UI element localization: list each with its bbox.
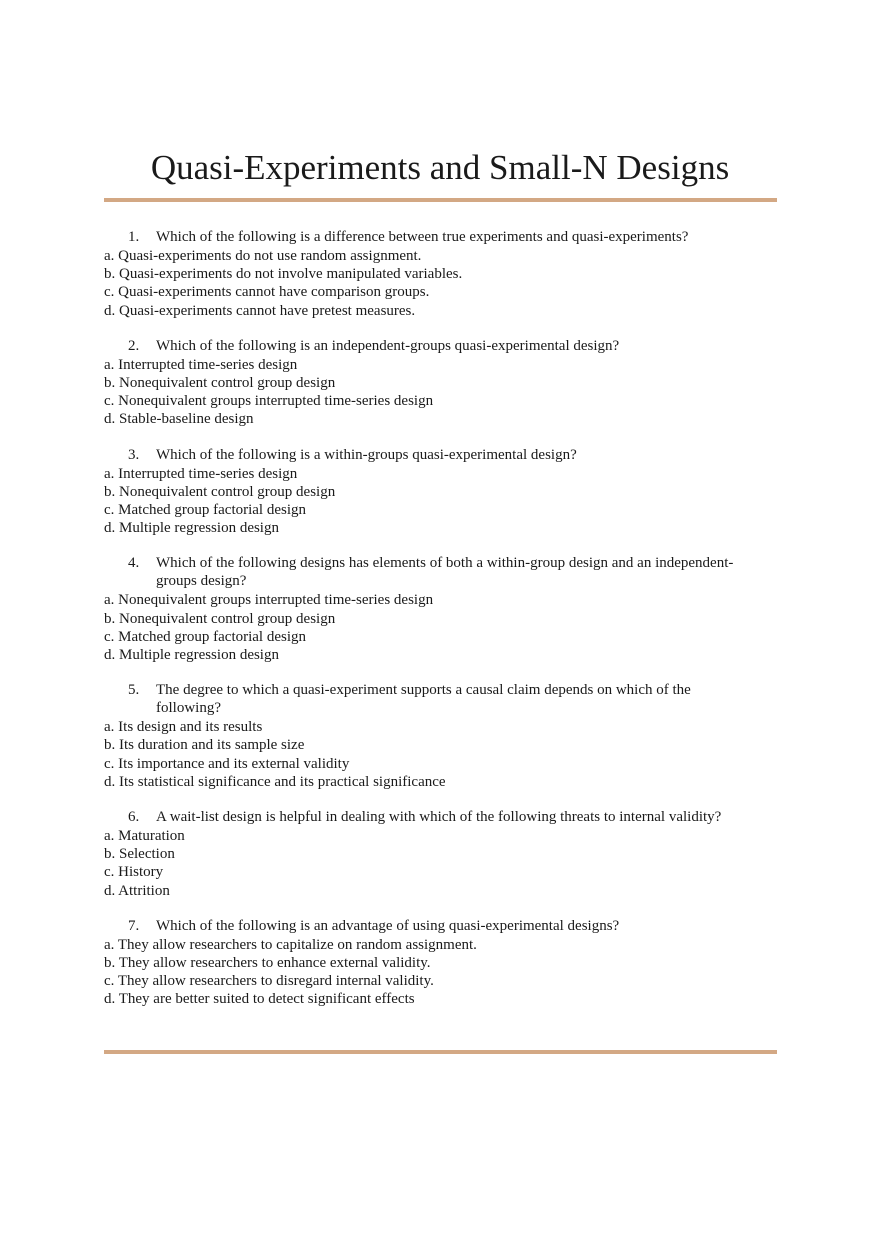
question-text: Which of the following designs has elements of both a within-group design and an independent-groups design? — [156, 555, 734, 590]
question-stem — [104, 337, 744, 355]
question-number: 1. — [128, 229, 140, 245]
question-number: 2. — [128, 337, 140, 354]
answer-option: a. Interrupted time-series design — [104, 465, 298, 482]
answer-option: a. Interrupted time-series design — [104, 356, 298, 373]
page-title: Quasi-Experiments and Small-N Designs — [150, 148, 730, 187]
answer-option: b. They allow researchers to enhance external validity. — [104, 955, 431, 972]
question-5 — [104, 681, 744, 791]
question-1 — [104, 228, 744, 320]
question-7 — [104, 917, 744, 1009]
question-list — [104, 228, 744, 1026]
answer-option: c. History — [104, 864, 164, 881]
answer-option: d. Stable-baseline design — [104, 411, 254, 428]
answer-option: c. Its importance and its external validity — [104, 755, 350, 772]
answer-option: d. Multiple regression design — [104, 647, 279, 664]
question-stem — [104, 446, 744, 464]
answer-option: c. Matched group factorial design — [104, 502, 307, 519]
answer-option: b. Nonequivalent control group design — [104, 375, 336, 392]
question-text: Which of the following is a difference between true experiments and quasi-experiments? — [156, 229, 689, 245]
question-stem — [104, 808, 744, 826]
question-number: 6. — [128, 809, 140, 826]
top-divider — [104, 198, 777, 202]
question-text: A wait-list design is helpful in dealing with which of the following threats to internal validity? — [156, 809, 722, 826]
question-4 — [104, 554, 744, 664]
answer-option: d. Multiple regression design — [104, 520, 279, 537]
answer-option: c. They allow researchers to disregard internal validity. — [104, 973, 434, 990]
answer-option: b. Nonequivalent control group design — [104, 483, 336, 500]
question-stem — [104, 228, 744, 246]
question-text: Which of the following is an independent-groups quasi-experimental design? — [156, 337, 620, 354]
answer-option: a. Its design and its results — [104, 719, 263, 736]
answer-option: d. Quasi-experiments cannot have pretest measures. — [104, 302, 416, 319]
answer-option: d. Attrition — [104, 882, 170, 899]
question-text: Which of the following is an advantage of using quasi-experimental designs? — [156, 917, 620, 934]
question-number: 3. — [128, 446, 140, 463]
answer-option: a. Quasi-experiments do not use random assignment. — [104, 248, 422, 264]
question-stem — [104, 917, 744, 935]
answer-option: b. Its duration and its sample size — [104, 737, 305, 754]
answer-option: a. Maturation — [104, 828, 185, 845]
question-text: Which of the following is a within-groups quasi-experimental design? — [156, 446, 577, 463]
question-text: The degree to which a quasi-experiment supports a causal claim depends on which of the following? — [156, 682, 691, 717]
answer-option: b. Nonequivalent control group design — [104, 610, 336, 627]
question-3 — [104, 446, 744, 538]
bottom-divider — [104, 1050, 777, 1054]
answer-option: a. They allow researchers to capitalize on random assignment. — [104, 936, 477, 953]
answer-option: c. Nonequivalent groups interrupted time-series design — [104, 393, 434, 410]
answer-option: a. Nonequivalent groups interrupted time-series design — [104, 592, 434, 609]
answer-option: d. They are better suited to detect significant effects — [104, 991, 415, 1008]
question-2 — [104, 337, 744, 429]
answer-option: b. Selection — [104, 846, 175, 863]
question-6 — [104, 808, 744, 900]
question-stem — [104, 554, 744, 590]
answer-option: b. Quasi-experiments do not involve manipulated variables. — [104, 266, 463, 283]
answer-option: d. Its statistical significance and its practical significance — [104, 773, 446, 790]
answer-option: c. Matched group factorial design — [104, 628, 307, 645]
question-number: 4. — [128, 555, 140, 572]
question-number: 7. — [128, 917, 140, 934]
question-stem — [104, 681, 744, 717]
question-number: 5. — [128, 682, 140, 699]
answer-option: c. Quasi-experiments cannot have comparison groups. — [104, 284, 430, 301]
